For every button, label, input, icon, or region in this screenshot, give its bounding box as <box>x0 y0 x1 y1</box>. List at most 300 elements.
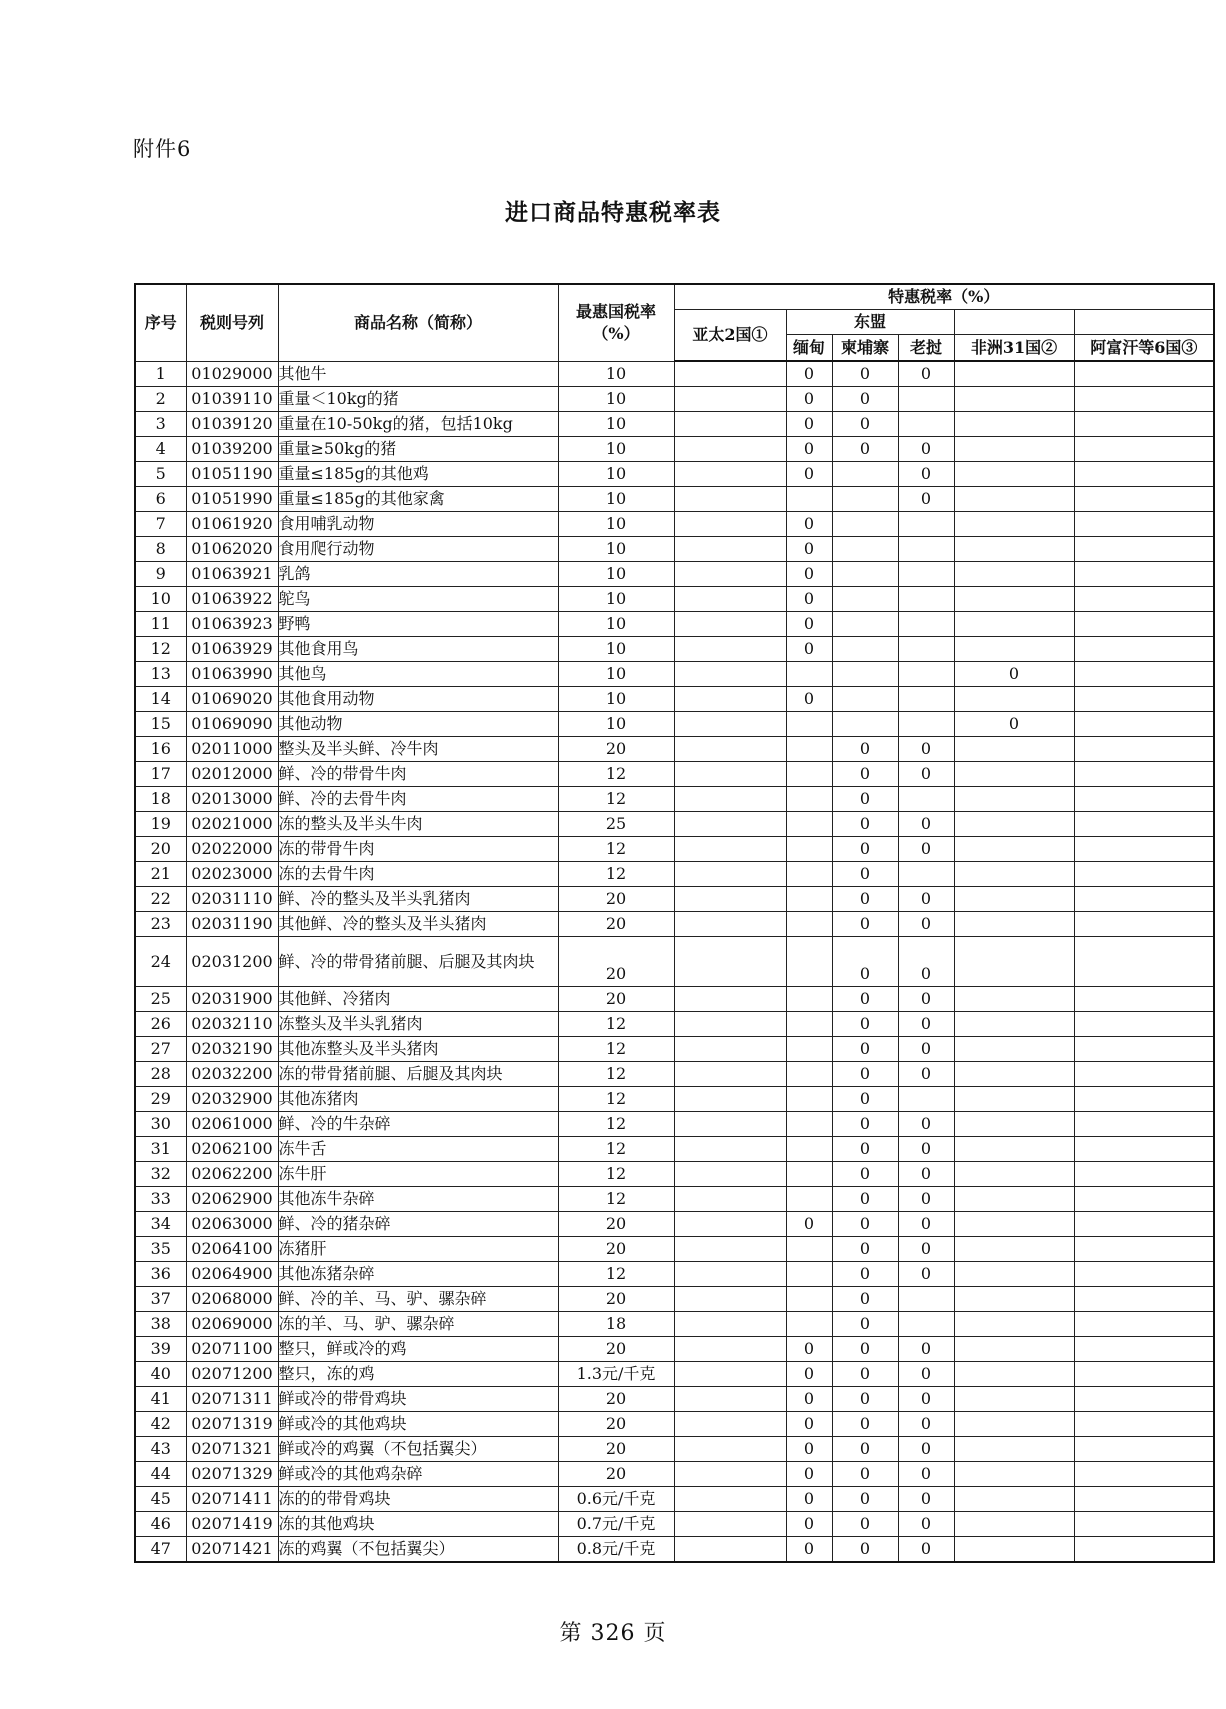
cell-cambodia: 0 <box>832 1187 898 1212</box>
cell-product-name: 其他冻整头及半头猪肉 <box>278 1037 558 1062</box>
cell-cambodia: 0 <box>832 361 898 387</box>
cell-laos: 0 <box>898 737 954 762</box>
cell-tariff-code: 02071421 <box>186 1537 278 1563</box>
cell-product-name: 食用爬行动物 <box>278 537 558 562</box>
cell-africa <box>954 1162 1074 1187</box>
cell-asia-pacific <box>674 1337 786 1362</box>
cell-asia-pacific <box>674 687 786 712</box>
cell-africa <box>954 1537 1074 1563</box>
cell-cambodia: 0 <box>832 437 898 462</box>
cell-myanmar <box>786 1087 832 1112</box>
table-row <box>135 912 1214 937</box>
table-row <box>135 1162 1214 1187</box>
table-row <box>135 862 1214 887</box>
cell-product-name: 冻的的带骨鸡块 <box>278 1487 558 1512</box>
cell-africa <box>954 837 1074 862</box>
cell-africa <box>954 1262 1074 1287</box>
cell-tariff-code: 01063922 <box>186 587 278 612</box>
cell-cambodia <box>832 537 898 562</box>
table-row <box>135 737 1214 762</box>
cell-mfn-rate: 12 <box>558 837 674 862</box>
cell-product-name: 野鸭 <box>278 612 558 637</box>
cell-cambodia: 0 <box>832 1487 898 1512</box>
cell-serial: 22 <box>135 887 186 912</box>
cell-laos: 0 <box>898 1137 954 1162</box>
cell-cambodia: 0 <box>832 1212 898 1237</box>
cell-mfn-rate: 10 <box>558 712 674 737</box>
cell-laos: 0 <box>898 912 954 937</box>
cell-mfn-rate: 20 <box>558 1287 674 1312</box>
cell-africa: 0 <box>954 712 1074 737</box>
cell-product-name: 冻的带骨猪前腿、后腿及其肉块 <box>278 1062 558 1087</box>
cell-africa <box>954 1037 1074 1062</box>
cell-myanmar <box>786 1137 832 1162</box>
cell-myanmar: 0 <box>786 1487 832 1512</box>
table-row <box>135 1537 1214 1563</box>
cell-cambodia: 0 <box>832 1412 898 1437</box>
cell-tariff-code: 02013000 <box>186 787 278 812</box>
table-row <box>135 1512 1214 1537</box>
cell-myanmar: 0 <box>786 387 832 412</box>
cell-serial: 42 <box>135 1412 186 1437</box>
cell-mfn-rate: 10 <box>558 662 674 687</box>
cell-afghanistan <box>1074 1462 1214 1487</box>
cell-afghanistan <box>1074 1087 1214 1112</box>
cell-product-name: 鲜、冷的整头及半头乳猪肉 <box>278 887 558 912</box>
cell-cambodia: 0 <box>832 787 898 812</box>
cell-myanmar <box>786 887 832 912</box>
cell-asia-pacific <box>674 361 786 387</box>
cell-tariff-code: 01069090 <box>186 712 278 737</box>
cell-tariff-code: 02071319 <box>186 1412 278 1437</box>
cell-laos: 0 <box>898 1437 954 1462</box>
cell-cambodia: 0 <box>832 912 898 937</box>
cell-tariff-code: 02061000 <box>186 1112 278 1137</box>
tariff-table <box>134 283 1215 1563</box>
cell-mfn-rate: 10 <box>558 687 674 712</box>
cell-asia-pacific <box>674 462 786 487</box>
cell-product-name: 食用哺乳动物 <box>278 512 558 537</box>
cell-product-name: 冻的鸡翼（不包括翼尖） <box>278 1537 558 1563</box>
header-mfn-rate-unit: （%） <box>592 323 640 343</box>
cell-laos: 0 <box>898 1012 954 1037</box>
cell-product-name: 其他鸟 <box>278 662 558 687</box>
cell-tariff-code: 02022000 <box>186 837 278 862</box>
cell-serial: 1 <box>135 361 186 387</box>
cell-asia-pacific <box>674 937 786 987</box>
cell-africa <box>954 1512 1074 1537</box>
cell-tariff-code: 02031900 <box>186 987 278 1012</box>
table-row <box>135 1137 1214 1162</box>
cell-africa <box>954 612 1074 637</box>
cell-serial: 10 <box>135 587 186 612</box>
cell-myanmar: 0 <box>786 562 832 587</box>
cell-myanmar: 0 <box>786 412 832 437</box>
table-row <box>135 1312 1214 1337</box>
cell-mfn-rate: 10 <box>558 512 674 537</box>
cell-mfn-rate: 20 <box>558 937 674 987</box>
cell-product-name: 冻的整头及半头牛肉 <box>278 812 558 837</box>
cell-myanmar <box>786 1312 832 1337</box>
cell-serial: 6 <box>135 487 186 512</box>
cell-afghanistan <box>1074 1037 1214 1062</box>
cell-asia-pacific <box>674 1112 786 1137</box>
cell-africa <box>954 1062 1074 1087</box>
cell-asia-pacific <box>674 1362 786 1387</box>
header-asia-pacific: 亚太2国① <box>674 310 786 362</box>
cell-tariff-code: 01063990 <box>186 662 278 687</box>
table-row <box>135 462 1214 487</box>
cell-myanmar <box>786 1262 832 1287</box>
cell-product-name: 鲜、冷的猪杂碎 <box>278 1212 558 1237</box>
cell-tariff-code: 01039110 <box>186 387 278 412</box>
cell-serial: 39 <box>135 1337 186 1362</box>
cell-mfn-rate: 12 <box>558 1012 674 1037</box>
cell-cambodia <box>832 612 898 637</box>
cell-mfn-rate: 12 <box>558 787 674 812</box>
cell-serial: 12 <box>135 637 186 662</box>
cell-laos: 0 <box>898 1462 954 1487</box>
header-mfn-rate <box>558 284 674 361</box>
cell-myanmar <box>786 812 832 837</box>
cell-afghanistan <box>1074 687 1214 712</box>
cell-asia-pacific <box>674 1212 786 1237</box>
cell-cambodia: 0 <box>832 1387 898 1412</box>
cell-tariff-code: 02064900 <box>186 1262 278 1287</box>
cell-tariff-code: 02021000 <box>186 812 278 837</box>
cell-laos: 0 <box>898 1487 954 1512</box>
cell-mfn-rate: 20 <box>558 1412 674 1437</box>
cell-product-name: 冻猪肝 <box>278 1237 558 1262</box>
cell-tariff-code: 02068000 <box>186 1287 278 1312</box>
cell-tariff-code: 02071100 <box>186 1337 278 1362</box>
cell-afghanistan <box>1074 762 1214 787</box>
cell-africa <box>954 1187 1074 1212</box>
cell-laos: 0 <box>898 361 954 387</box>
cell-laos: 0 <box>898 1037 954 1062</box>
cell-serial: 16 <box>135 737 186 762</box>
cell-product-name: 鲜、冷的去骨牛肉 <box>278 787 558 812</box>
cell-afghanistan <box>1074 862 1214 887</box>
cell-afghanistan <box>1074 912 1214 937</box>
cell-africa <box>954 1287 1074 1312</box>
table-row <box>135 587 1214 612</box>
cell-serial: 41 <box>135 1387 186 1412</box>
cell-laos <box>898 787 954 812</box>
cell-mfn-rate: 20 <box>558 1237 674 1262</box>
cell-asia-pacific <box>674 612 786 637</box>
header-mfn-rate-label: 最惠国税率 <box>575 301 656 321</box>
cell-asia-pacific <box>674 1162 786 1187</box>
cell-serial: 37 <box>135 1287 186 1312</box>
cell-tariff-code: 01039200 <box>186 437 278 462</box>
cell-product-name: 其他冻牛杂碎 <box>278 1187 558 1212</box>
cell-africa <box>954 1312 1074 1337</box>
cell-serial: 32 <box>135 1162 186 1187</box>
table-row <box>135 887 1214 912</box>
cell-myanmar <box>786 1112 832 1137</box>
cell-serial: 44 <box>135 1462 186 1487</box>
cell-africa <box>954 1137 1074 1162</box>
cell-afghanistan <box>1074 512 1214 537</box>
cell-serial: 31 <box>135 1137 186 1162</box>
cell-tariff-code: 02071411 <box>186 1487 278 1512</box>
cell-myanmar <box>786 912 832 937</box>
cell-laos: 0 <box>898 1387 954 1412</box>
cell-afghanistan <box>1074 1362 1214 1387</box>
table-row <box>135 812 1214 837</box>
cell-mfn-rate: 10 <box>558 487 674 512</box>
cell-cambodia: 0 <box>832 1437 898 1462</box>
cell-mfn-rate: 20 <box>558 1212 674 1237</box>
cell-serial: 21 <box>135 862 186 887</box>
cell-myanmar <box>786 1012 832 1037</box>
cell-mfn-rate: 10 <box>558 612 674 637</box>
header-name: 商品名称（简称） <box>278 284 558 361</box>
cell-product-name: 冻的去骨牛肉 <box>278 862 558 887</box>
cell-asia-pacific <box>674 1137 786 1162</box>
cell-myanmar <box>786 862 832 887</box>
table-header <box>135 284 1214 361</box>
cell-serial: 18 <box>135 787 186 812</box>
cell-cambodia: 0 <box>832 1137 898 1162</box>
cell-asia-pacific <box>674 1187 786 1212</box>
cell-laos <box>898 512 954 537</box>
cell-cambodia <box>832 662 898 687</box>
header-myanmar: 缅甸 <box>786 335 832 362</box>
table-row <box>135 361 1214 387</box>
cell-laos: 0 <box>898 1062 954 1087</box>
cell-tariff-code: 02071321 <box>186 1437 278 1462</box>
cell-afghanistan <box>1074 1262 1214 1287</box>
cell-africa <box>954 562 1074 587</box>
cell-product-name: 冻牛肝 <box>278 1162 558 1187</box>
cell-africa <box>954 361 1074 387</box>
cell-mfn-rate: 10 <box>558 562 674 587</box>
cell-africa <box>954 762 1074 787</box>
cell-serial: 38 <box>135 1312 186 1337</box>
cell-asia-pacific <box>674 1512 786 1537</box>
cell-africa: 0 <box>954 662 1074 687</box>
cell-mfn-rate: 10 <box>558 412 674 437</box>
cell-tariff-code: 01063923 <box>186 612 278 637</box>
cell-asia-pacific <box>674 1487 786 1512</box>
cell-asia-pacific <box>674 512 786 537</box>
cell-product-name: 其他牛 <box>278 361 558 387</box>
cell-serial: 20 <box>135 837 186 862</box>
cell-cambodia: 0 <box>832 1362 898 1387</box>
cell-myanmar: 0 <box>786 1537 832 1563</box>
cell-asia-pacific <box>674 1537 786 1563</box>
cell-serial: 45 <box>135 1487 186 1512</box>
cell-product-name: 乳鸽 <box>278 562 558 587</box>
cell-laos <box>898 1087 954 1112</box>
cell-afghanistan <box>1074 537 1214 562</box>
cell-myanmar: 0 <box>786 1387 832 1412</box>
cell-asia-pacific <box>674 787 786 812</box>
cell-afghanistan <box>1074 812 1214 837</box>
table-row <box>135 1487 1214 1512</box>
cell-mfn-rate: 20 <box>558 1462 674 1487</box>
cell-serial: 36 <box>135 1262 186 1287</box>
cell-laos <box>898 587 954 612</box>
cell-myanmar <box>786 487 832 512</box>
header-africa-top <box>954 310 1074 335</box>
cell-tariff-code: 02032190 <box>186 1037 278 1062</box>
table-row <box>135 387 1214 412</box>
cell-africa <box>954 512 1074 537</box>
cell-mfn-rate: 20 <box>558 1437 674 1462</box>
cell-afghanistan <box>1074 662 1214 687</box>
cell-product-name: 鸵鸟 <box>278 587 558 612</box>
cell-product-name: 鲜、冷的羊、马、驴、骡杂碎 <box>278 1287 558 1312</box>
cell-asia-pacific <box>674 637 786 662</box>
cell-laos: 0 <box>898 762 954 787</box>
cell-cambodia <box>832 562 898 587</box>
cell-afghanistan <box>1074 1162 1214 1187</box>
cell-myanmar: 0 <box>786 1512 832 1537</box>
cell-laos: 0 <box>898 1212 954 1237</box>
cell-afghanistan <box>1074 1537 1214 1563</box>
cell-tariff-code: 01039120 <box>186 412 278 437</box>
cell-asia-pacific <box>674 1387 786 1412</box>
cell-asia-pacific <box>674 1412 786 1437</box>
cell-laos <box>898 1287 954 1312</box>
cell-laos <box>898 562 954 587</box>
attachment-label: 附件6 <box>133 137 192 161</box>
cell-myanmar <box>786 662 832 687</box>
cell-myanmar <box>786 1162 832 1187</box>
cell-tariff-code: 02062900 <box>186 1187 278 1212</box>
table-row <box>135 612 1214 637</box>
cell-mfn-rate: 20 <box>558 1387 674 1412</box>
cell-laos: 0 <box>898 812 954 837</box>
cell-africa <box>954 412 1074 437</box>
cell-product-name: 重量在10-50kg的猪，包括10kg <box>278 412 558 437</box>
cell-cambodia: 0 <box>832 737 898 762</box>
cell-asia-pacific <box>674 737 786 762</box>
table-row <box>135 1087 1214 1112</box>
table-row <box>135 1462 1214 1487</box>
cell-afghanistan <box>1074 1062 1214 1087</box>
cell-myanmar <box>786 737 832 762</box>
table-row <box>135 1187 1214 1212</box>
cell-myanmar: 0 <box>786 687 832 712</box>
table-row <box>135 512 1214 537</box>
cell-asia-pacific <box>674 912 786 937</box>
cell-afghanistan <box>1074 412 1214 437</box>
cell-afghanistan <box>1074 462 1214 487</box>
cell-afghanistan <box>1074 937 1214 987</box>
cell-myanmar: 0 <box>786 612 832 637</box>
table-row <box>135 412 1214 437</box>
cell-afghanistan <box>1074 1512 1214 1537</box>
cell-tariff-code: 02071200 <box>186 1362 278 1387</box>
cell-afghanistan <box>1074 1337 1214 1362</box>
header-cambodia: 柬埔寨 <box>832 335 898 362</box>
cell-asia-pacific <box>674 587 786 612</box>
cell-myanmar: 0 <box>786 1362 832 1387</box>
cell-africa <box>954 1462 1074 1487</box>
cell-myanmar: 0 <box>786 1412 832 1437</box>
cell-asia-pacific <box>674 437 786 462</box>
cell-tariff-code: 02031190 <box>186 912 278 937</box>
cell-afghanistan <box>1074 612 1214 637</box>
cell-myanmar <box>786 787 832 812</box>
cell-asia-pacific <box>674 1237 786 1262</box>
cell-africa <box>954 1412 1074 1437</box>
cell-tariff-code: 02064100 <box>186 1237 278 1262</box>
cell-mfn-rate: 0.6元/千克 <box>558 1487 674 1512</box>
cell-afghanistan <box>1074 1012 1214 1037</box>
cell-afghanistan <box>1074 637 1214 662</box>
cell-mfn-rate: 12 <box>558 1137 674 1162</box>
cell-product-name: 整只，冻的鸡 <box>278 1362 558 1387</box>
cell-mfn-rate: 10 <box>558 462 674 487</box>
cell-tariff-code: 02031200 <box>186 937 278 987</box>
cell-cambodia: 0 <box>832 837 898 862</box>
cell-afghanistan <box>1074 987 1214 1012</box>
cell-serial: 33 <box>135 1187 186 1212</box>
cell-africa <box>954 537 1074 562</box>
cell-africa <box>954 862 1074 887</box>
cell-asia-pacific <box>674 1462 786 1487</box>
cell-serial: 27 <box>135 1037 186 1062</box>
cell-tariff-code: 01051990 <box>186 487 278 512</box>
cell-asia-pacific <box>674 562 786 587</box>
cell-tariff-code: 02031110 <box>186 887 278 912</box>
cell-cambodia: 0 <box>832 412 898 437</box>
cell-product-name: 冻牛舌 <box>278 1137 558 1162</box>
cell-afghanistan <box>1074 1387 1214 1412</box>
cell-myanmar <box>786 1037 832 1062</box>
cell-mfn-rate: 12 <box>558 1087 674 1112</box>
header-afghanistan: 阿富汗等6国③ <box>1074 335 1214 362</box>
cell-afghanistan <box>1074 1312 1214 1337</box>
cell-asia-pacific <box>674 862 786 887</box>
cell-cambodia: 0 <box>832 1012 898 1037</box>
cell-afghanistan <box>1074 1412 1214 1437</box>
table-row <box>135 562 1214 587</box>
table-row <box>135 687 1214 712</box>
table-row <box>135 637 1214 662</box>
cell-africa <box>954 637 1074 662</box>
cell-mfn-rate: 20 <box>558 887 674 912</box>
table-row <box>135 537 1214 562</box>
cell-cambodia <box>832 487 898 512</box>
cell-myanmar: 0 <box>786 587 832 612</box>
cell-laos: 0 <box>898 1362 954 1387</box>
table-row <box>135 937 1214 987</box>
cell-mfn-rate: 1.3元/千克 <box>558 1362 674 1387</box>
cell-mfn-rate: 20 <box>558 737 674 762</box>
cell-myanmar <box>786 762 832 787</box>
cell-africa <box>954 912 1074 937</box>
cell-serial: 47 <box>135 1537 186 1563</box>
cell-africa <box>954 1362 1074 1387</box>
cell-afghanistan <box>1074 787 1214 812</box>
cell-serial: 7 <box>135 512 186 537</box>
cell-tariff-code: 02032110 <box>186 1012 278 1037</box>
table-row <box>135 1287 1214 1312</box>
cell-cambodia <box>832 637 898 662</box>
cell-serial: 25 <box>135 987 186 1012</box>
table-row <box>135 1262 1214 1287</box>
cell-laos: 0 <box>898 837 954 862</box>
cell-serial: 13 <box>135 662 186 687</box>
cell-myanmar: 0 <box>786 512 832 537</box>
cell-serial: 46 <box>135 1512 186 1537</box>
